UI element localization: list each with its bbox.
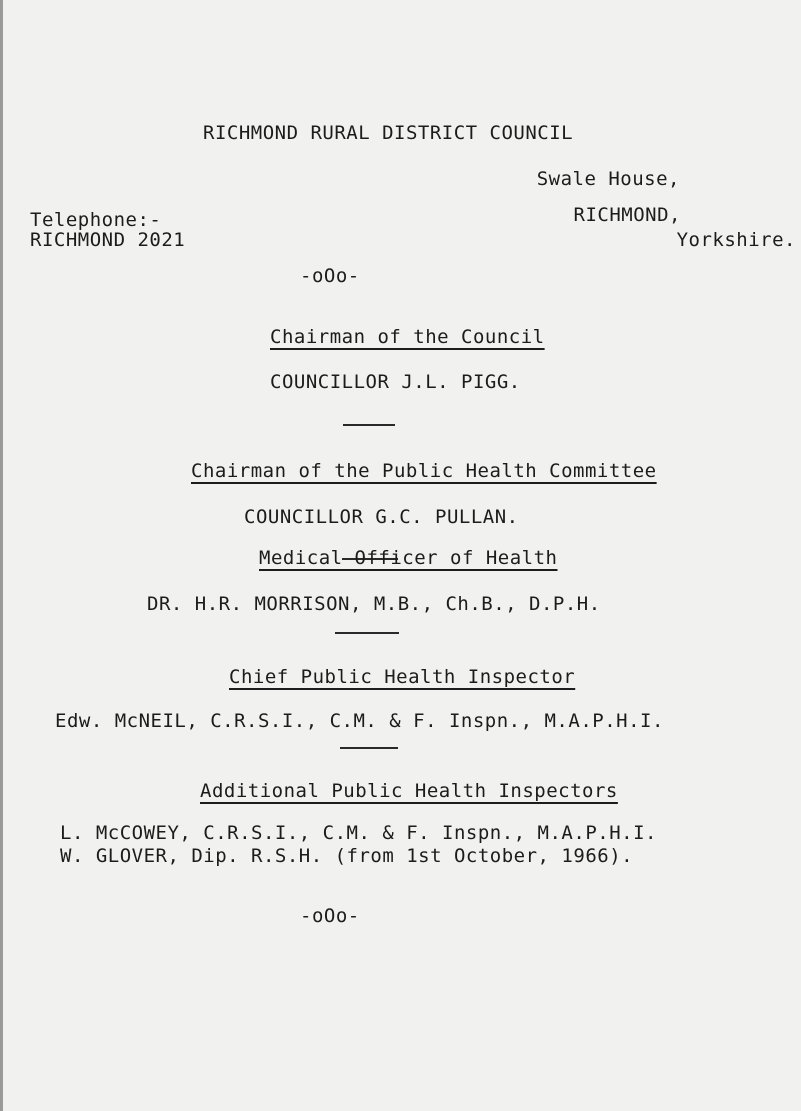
- medical-officer-name: DR. H.R. MORRISON, M.B., Ch.B., D.P.H.: [147, 593, 601, 615]
- telephone-label: Telephone:-: [30, 209, 162, 231]
- chief-inspector-name: Edw. McNEIL, C.R.S.I., C.M. & F. Inspn., M.A.P.H.I.: [55, 710, 664, 732]
- chief-inspector-heading: Chief Public Health Inspector: [229, 666, 576, 688]
- divider: [335, 632, 399, 634]
- additional-inspector-2: W. GLOVER, Dip. R.S.H. (from 1st October, 1966).: [60, 845, 634, 867]
- address-line-3: Yorkshire.: [676, 229, 796, 251]
- separator-bottom: -oOo-: [300, 905, 360, 927]
- page-edge: [0, 0, 3, 1111]
- council-chairman-name: COUNCILLOR J.L. PIGG.: [270, 371, 521, 393]
- committee-chairman-name: COUNCILLOR G.C. PULLAN.: [244, 506, 519, 528]
- medical-officer-heading: Medical Officer of Health: [259, 547, 558, 569]
- committee-chairman-heading: Chairman of the Public Health Committee: [191, 460, 657, 482]
- divider: [343, 424, 395, 426]
- divider: [340, 747, 398, 749]
- additional-inspector-1: L. McCOWEY, C.R.S.I., C.M. & F. Inspn., M.A.P.H.I.: [60, 822, 657, 844]
- address-line-1: Swale House,: [536, 168, 680, 190]
- council-name: RICHMOND RURAL DISTRICT COUNCIL: [203, 122, 574, 144]
- separator-top: -oOo-: [300, 265, 360, 287]
- address-line-2: RICHMOND,: [573, 204, 681, 226]
- additional-inspectors-heading: Additional Public Health Inspectors: [200, 780, 618, 802]
- council-chairman-heading: Chairman of the Council: [270, 326, 545, 348]
- telephone-number: RICHMOND 2021: [30, 229, 186, 251]
